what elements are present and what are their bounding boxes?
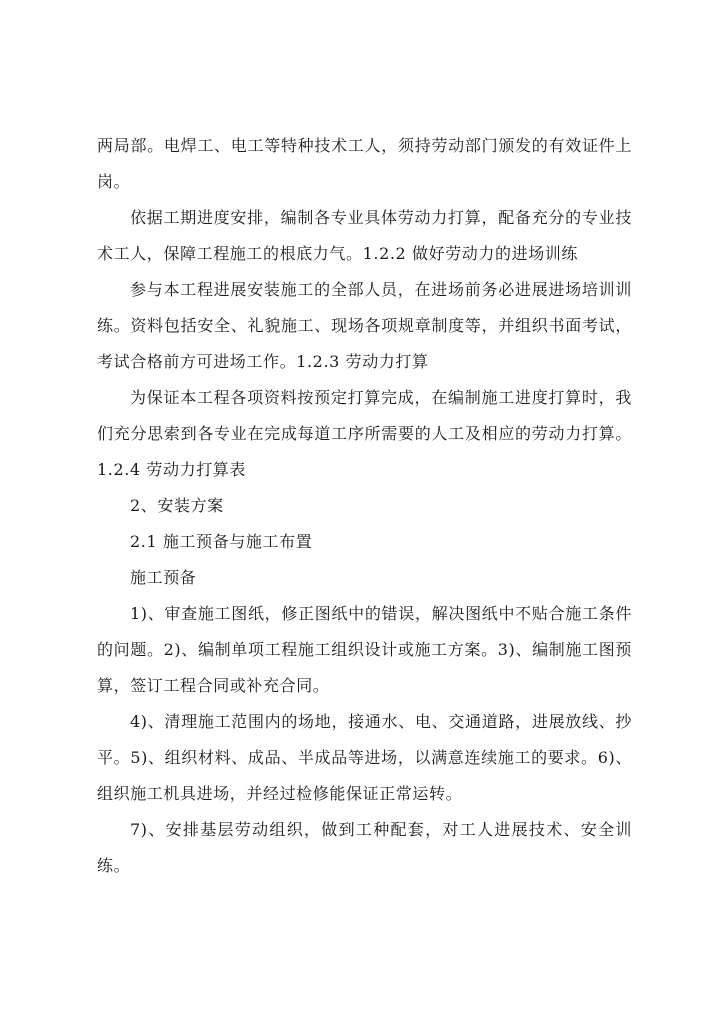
- paragraph-schedule-guarantee: 为保证本工程各项资料按预定打算完成，在编制施工进度打算时，我们充分思索到各专业在完成每道工序所需要的人工及相应的劳动力打算。1.2.4 劳动力打算表: [97, 388, 632, 479]
- subheading-construction-prep: 施工预备: [130, 568, 197, 587]
- paragraph-labor-plan: 依据工期进度安排，编制各专业具体劳动力打算，配备充分的专业技术工人，保障工程施工的根底力气。1.2.2 做好劳动力的进场训练: [97, 208, 632, 263]
- list-item-drawings-review: 1)、审查施工图纸，修正图纸中的错误，解决图纸中不贴合施工条件的问题。2)、编制单项工程施工组织设计或施工方案。3)、编制施工图预算，签订工程合同或补充合同。: [97, 604, 632, 695]
- paragraph-workers-certification: 两局部。电焊工、电工等特种技术工人，须持劳动部门颁发的有效证件上岗。: [97, 136, 632, 191]
- section-heading-construction-prep: 2.1 施工预备与施工布置: [130, 532, 313, 551]
- document-body: [97, 128, 632, 884]
- list-item-labor-organization: 7)、安排基层劳动组织，做到工种配套，对工人进展技术、安全训练。: [97, 820, 632, 875]
- section-heading-installation-plan: 2、安装方案: [130, 496, 224, 515]
- list-item-site-clearing: 4)、清理施工范围内的场地，接通水、电、交通道路，进展放线、抄平。5)、组织材料、成品、半成品等进场，以满意连续施工的要求。6)、组织施工机具进场，并经过检修能保证正常运转。: [97, 712, 632, 803]
- paragraph-site-training: 参与本工程进展安装施工的全部人员，在进场前务必进展进场培训训练。资料包括安全、礼貌施工、现场各项规章制度等，并组织书面考试，考试合格前方可进场工作。1.2.3 劳动力打算: [97, 280, 632, 371]
